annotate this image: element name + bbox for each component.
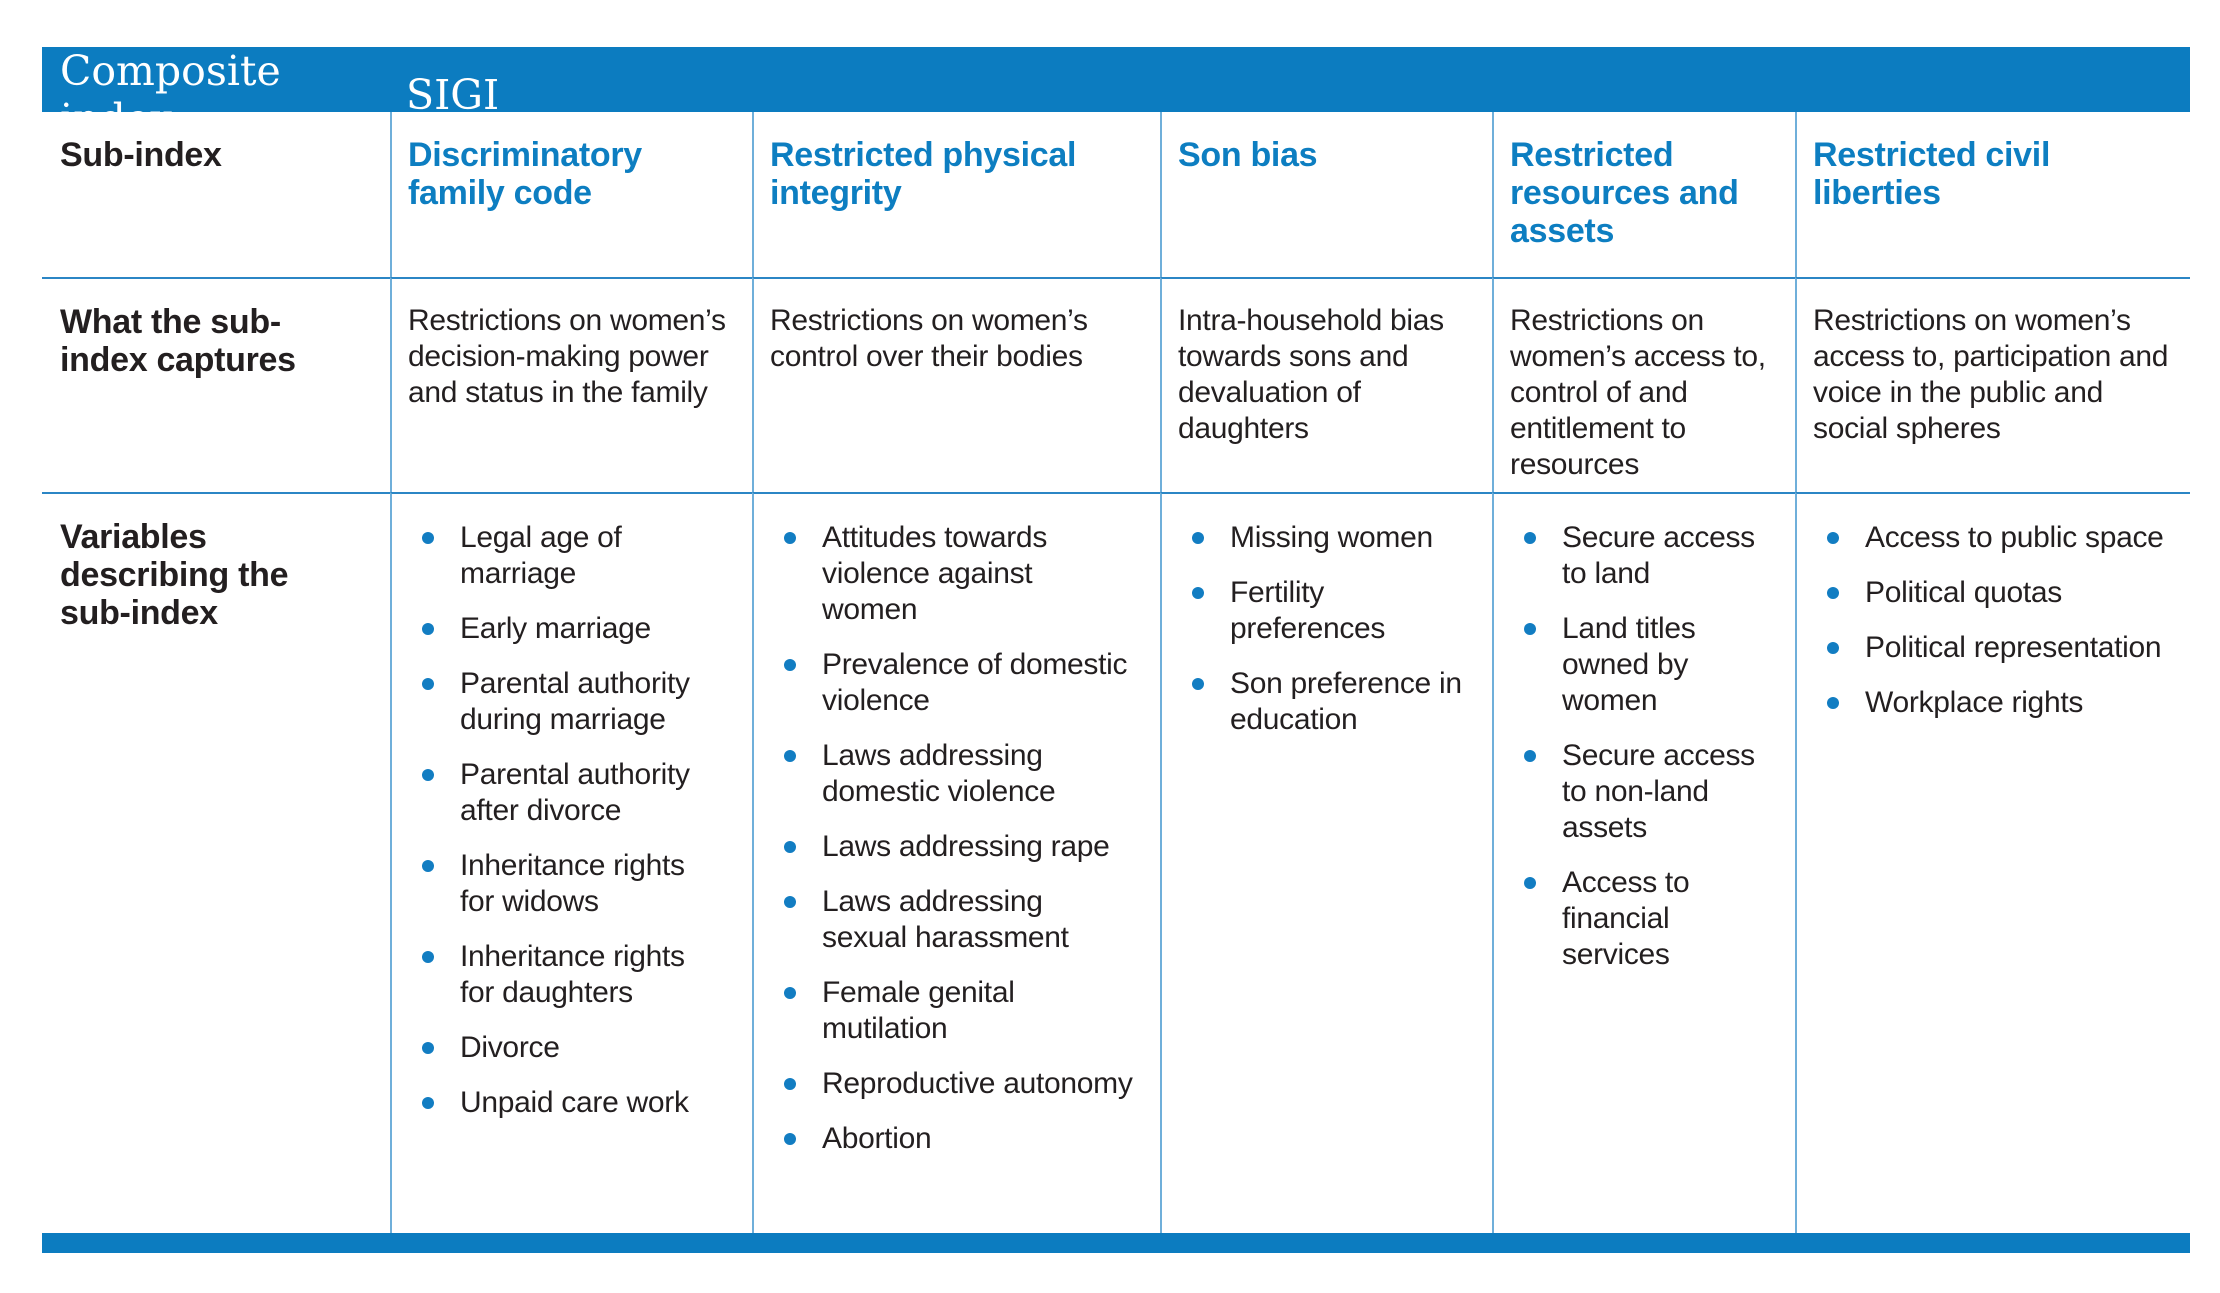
bullet-icon	[422, 678, 434, 690]
bullet-icon	[1827, 642, 1839, 654]
variables-cell-1	[752, 492, 1160, 1233]
variable-label: Political quotas	[1865, 576, 2062, 609]
captures-text-0: Restrictions on women’s decision-making power and status in the family	[390, 277, 752, 492]
variables-list-3	[1510, 518, 1777, 973]
bottom-band	[42, 1233, 2190, 1253]
variable-label: Reproductive autonomy	[822, 1067, 1133, 1100]
sub-index-title-4: Restricted civil liberties	[1795, 112, 2190, 277]
captures-text-4: Restrictions on women’s access to, participation and voice in the public and social spheres	[1795, 277, 2190, 492]
variable-item	[1516, 611, 1769, 719]
variable-label: Son preference in education	[1230, 667, 1462, 736]
variable-item	[776, 829, 1134, 865]
variable-item	[414, 1030, 726, 1066]
bullet-icon	[784, 841, 796, 853]
variable-label: Attitudes towards violence against women	[822, 521, 1048, 626]
variable-label: Inheritance rights for widows	[460, 849, 685, 918]
variable-label: Access to public space	[1865, 521, 2164, 554]
bullet-icon	[422, 951, 434, 963]
captures-text-2: Intra-household bias towards sons and devaluation of daughters	[1160, 277, 1492, 492]
variable-label: Parental authority after divorce	[460, 758, 690, 827]
variable-item	[414, 757, 726, 829]
variables-list-1	[770, 518, 1142, 1157]
row-label-variables: Variables describing the sub-index	[42, 492, 390, 1233]
variable-label: Missing women	[1230, 521, 1433, 554]
variable-label: Access to financial services	[1562, 866, 1690, 971]
variable-label: Legal age of marriage	[460, 521, 622, 590]
row-label-captures: What the sub-index captures	[42, 277, 390, 492]
variable-item	[414, 666, 726, 738]
composite-index-band	[42, 47, 2190, 143]
variable-item	[776, 1121, 1134, 1157]
variables-list-0	[408, 518, 734, 1121]
variable-item	[1819, 630, 2164, 666]
variable-item	[1516, 520, 1769, 592]
bullet-icon	[422, 532, 434, 544]
bullet-icon	[1524, 532, 1536, 544]
sub-index-title-0: Discriminatory family code	[390, 112, 752, 277]
bullet-icon	[1827, 587, 1839, 599]
table-grid	[42, 112, 2190, 1233]
variable-item	[776, 1066, 1134, 1102]
variable-label: Inheritance rights for daughters	[460, 940, 685, 1009]
variables-list-4	[1813, 518, 2172, 721]
bullet-icon	[422, 860, 434, 872]
composite-index-label: Composite index	[60, 47, 281, 143]
sigi-table	[42, 47, 2190, 1253]
variable-item	[776, 738, 1134, 810]
variable-label: Secure access to non-land assets	[1562, 739, 1755, 844]
variable-item	[414, 939, 726, 1011]
bullet-icon	[784, 896, 796, 908]
bullet-icon	[784, 1133, 796, 1145]
variable-label: Parental authority during marriage	[460, 667, 690, 736]
sub-index-title-3: Restricted resources and assets	[1492, 112, 1795, 277]
variable-label: Abortion	[822, 1122, 932, 1155]
variable-item	[414, 848, 726, 920]
variable-label: Unpaid care work	[460, 1086, 689, 1119]
bullet-icon	[784, 532, 796, 544]
variable-label: Female genital mutilation	[822, 976, 1015, 1045]
bullet-icon	[784, 987, 796, 999]
sub-index-title-2: Son bias	[1160, 112, 1492, 277]
bullet-icon	[1192, 587, 1204, 599]
bullet-icon	[422, 623, 434, 635]
variable-item	[1819, 520, 2164, 556]
variable-label: Fertility preferences	[1230, 576, 1386, 645]
variable-item	[1184, 520, 1466, 556]
variable-label: Prevalence of domestic violence	[822, 648, 1128, 717]
variable-item	[776, 520, 1134, 628]
bullet-icon	[1524, 623, 1536, 635]
variables-cell-2	[1160, 492, 1492, 1233]
variable-label: Land titles owned by women	[1562, 612, 1696, 717]
variable-item	[776, 647, 1134, 719]
variable-item	[1819, 685, 2164, 721]
bullet-icon	[1827, 697, 1839, 709]
variable-label: Laws addressing rape	[822, 830, 1110, 863]
variable-item	[1819, 575, 2164, 611]
variable-item	[414, 1085, 726, 1121]
variable-label: Divorce	[460, 1031, 560, 1064]
bullet-icon	[1524, 750, 1536, 762]
variable-item	[776, 975, 1134, 1047]
bullet-icon	[784, 659, 796, 671]
bullet-icon	[422, 769, 434, 781]
captures-text-1: Restrictions on women’s control over their bodies	[752, 277, 1160, 492]
bullet-icon	[784, 1078, 796, 1090]
bullet-icon	[784, 750, 796, 762]
captures-text-3: Restrictions on women’s access to, control of and entitlement to resources	[1492, 277, 1795, 492]
variable-label: Secure access to land	[1562, 521, 1755, 590]
variable-item	[414, 520, 726, 592]
variable-item	[776, 884, 1134, 956]
variable-label: Laws addressing domestic violence	[822, 739, 1056, 808]
variable-item	[1184, 575, 1466, 647]
variable-label: Laws addressing sexual harassment	[822, 885, 1069, 954]
bullet-icon	[422, 1042, 434, 1054]
bullet-icon	[1192, 532, 1204, 544]
bullet-icon	[422, 1097, 434, 1109]
row-label-sub-index: Sub-index	[60, 136, 222, 174]
variables-cell-3	[1492, 492, 1795, 1233]
variable-label: Political representation	[1865, 631, 2162, 664]
bullet-icon	[1524, 877, 1536, 889]
variable-item	[1516, 738, 1769, 846]
variables-cell-0	[390, 492, 752, 1233]
variables-list-2	[1178, 518, 1474, 738]
variables-cell-4	[1795, 492, 2190, 1233]
bullet-icon	[1192, 678, 1204, 690]
variable-item	[1516, 865, 1769, 973]
sub-index-title-1: Restricted physical integrity	[752, 112, 1160, 277]
variable-label: Early marriage	[460, 612, 651, 645]
variable-item	[414, 611, 726, 647]
variable-label: Workplace rights	[1865, 686, 2084, 719]
composite-index-value: SIGI	[406, 71, 500, 119]
variable-item	[1184, 666, 1466, 738]
bullet-icon	[1827, 532, 1839, 544]
